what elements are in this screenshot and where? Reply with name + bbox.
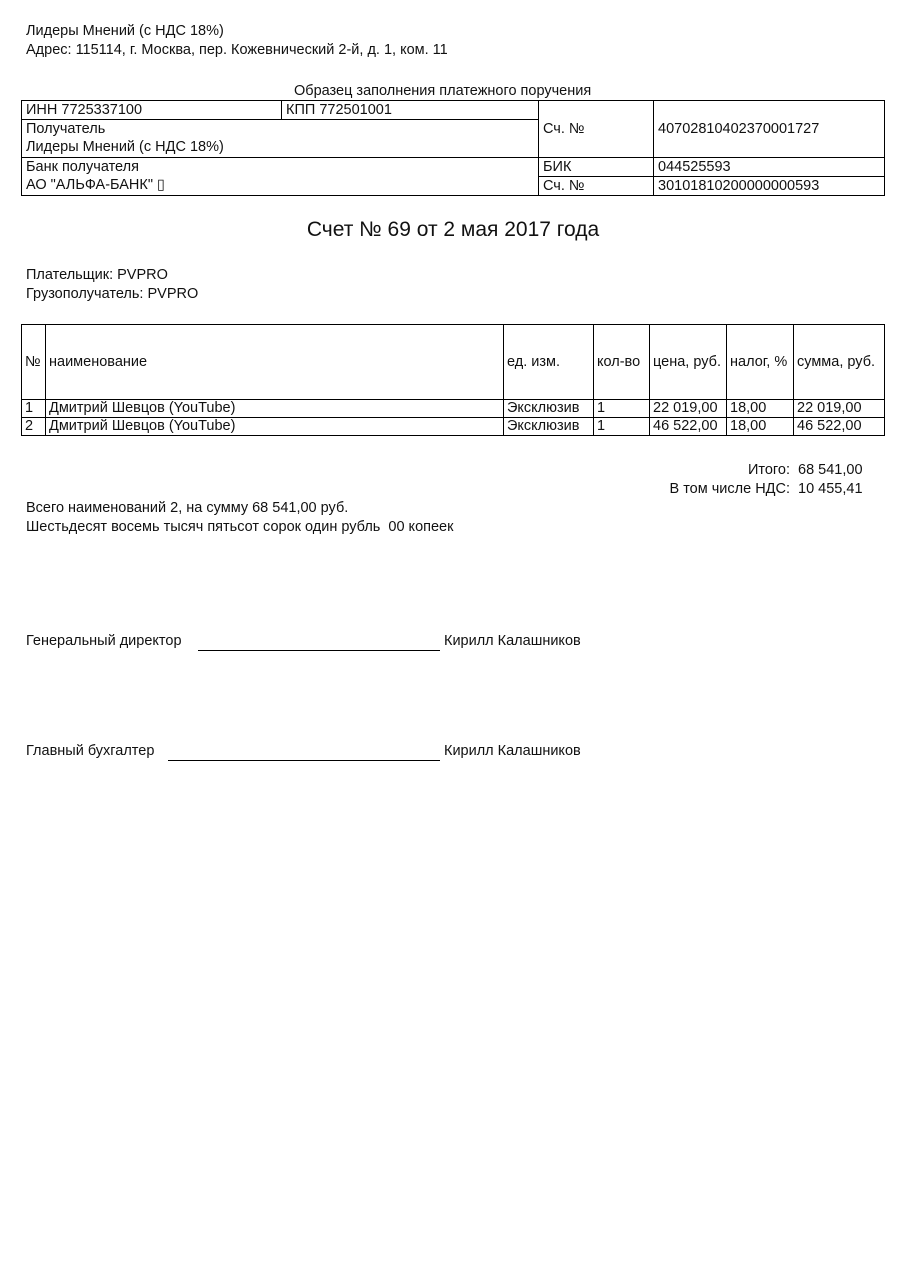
items-header-row	[22, 325, 885, 400]
account-label: Сч. №	[539, 101, 654, 158]
company-name: Лидеры Мнений (с НДС 18%)	[26, 23, 224, 39]
row-tax: 18,00	[727, 418, 794, 436]
payer: Плательщик: PVPRO	[26, 267, 168, 283]
recipient-cell	[22, 120, 539, 158]
row-name: Дмитрий Шевцов (YouTube)	[46, 418, 504, 436]
invoice-title: Счет № 69 от 2 мая 2017 года	[306, 218, 600, 241]
row-tax: 18,00	[727, 400, 794, 418]
col-header-sum: сумма, руб.	[794, 325, 885, 400]
col-header-price: цена, руб.	[650, 325, 727, 400]
director-name: Кирилл Калашников	[444, 633, 581, 649]
row-qty: 1	[594, 400, 650, 418]
bank-label: Банк получателя	[26, 159, 139, 175]
col-header-name: наименование	[46, 325, 504, 400]
bik-value: 044525593	[654, 158, 885, 177]
bik-label: БИК	[539, 158, 654, 177]
col-header-number: №	[22, 325, 46, 400]
consignee: Грузополучатель: PVPRO	[26, 286, 199, 302]
row-sum: 46 522,00	[794, 418, 885, 436]
row-price: 22 019,00	[650, 400, 727, 418]
inn-cell: ИНН 7725337100	[22, 101, 282, 120]
row-number: 2	[22, 418, 46, 436]
row-unit: Эксклюзив	[504, 400, 594, 418]
accountant-name: Кирилл Калашников	[444, 743, 581, 759]
table-row	[22, 418, 885, 436]
row-qty: 1	[594, 418, 650, 436]
vat-label: В том числе НДС:	[669, 481, 790, 497]
bank-details-table	[21, 100, 885, 196]
bank-name: АО "АЛЬФА-БАНК" ▯	[26, 177, 165, 193]
director-label: Генеральный директор	[26, 633, 182, 649]
col-header-qty: кол-во	[594, 325, 650, 400]
col-header-tax: налог, %	[727, 325, 794, 400]
row-unit: Эксклюзив	[504, 418, 594, 436]
items-table	[21, 324, 885, 436]
company-address: Адрес: 115114, г. Москва, пер. Кожевнический 2-й, д. 1, ком. 11	[26, 42, 448, 58]
accountant-signature-line	[168, 760, 440, 761]
col-header-unit: ед. изм.	[504, 325, 594, 400]
payment-order-caption: Образец заполнения платежного поручения	[294, 83, 592, 99]
corr-account-label: Сч. №	[539, 177, 654, 196]
recipient-name: Лидеры Мнений (с НДС 18%)	[26, 139, 224, 155]
bank-cell	[22, 158, 539, 196]
summary-line: Всего наименований 2, на сумму 68 541,00 руб.	[26, 500, 349, 516]
row-number: 1	[22, 400, 46, 418]
corr-account-value: 30101810200000000593	[654, 177, 885, 196]
amount-in-words: Шестьдесят восемь тысяч пятьсот сорок один рубль 00 копеек	[26, 519, 454, 535]
vat-value: 10 455,41	[798, 481, 863, 497]
director-signature-line	[198, 650, 440, 651]
row-price: 46 522,00	[650, 418, 727, 436]
recipient-label: Получатель	[26, 121, 106, 137]
accountant-label: Главный бухгалтер	[26, 743, 155, 759]
kpp-cell: КПП 772501001	[282, 101, 539, 120]
row-sum: 22 019,00	[794, 400, 885, 418]
account-number: 40702810402370001727	[654, 101, 885, 158]
table-row	[22, 400, 885, 418]
row-name: Дмитрий Шевцов (YouTube)	[46, 400, 504, 418]
total-label: Итого:	[747, 462, 790, 478]
total-value: 68 541,00	[798, 462, 863, 478]
